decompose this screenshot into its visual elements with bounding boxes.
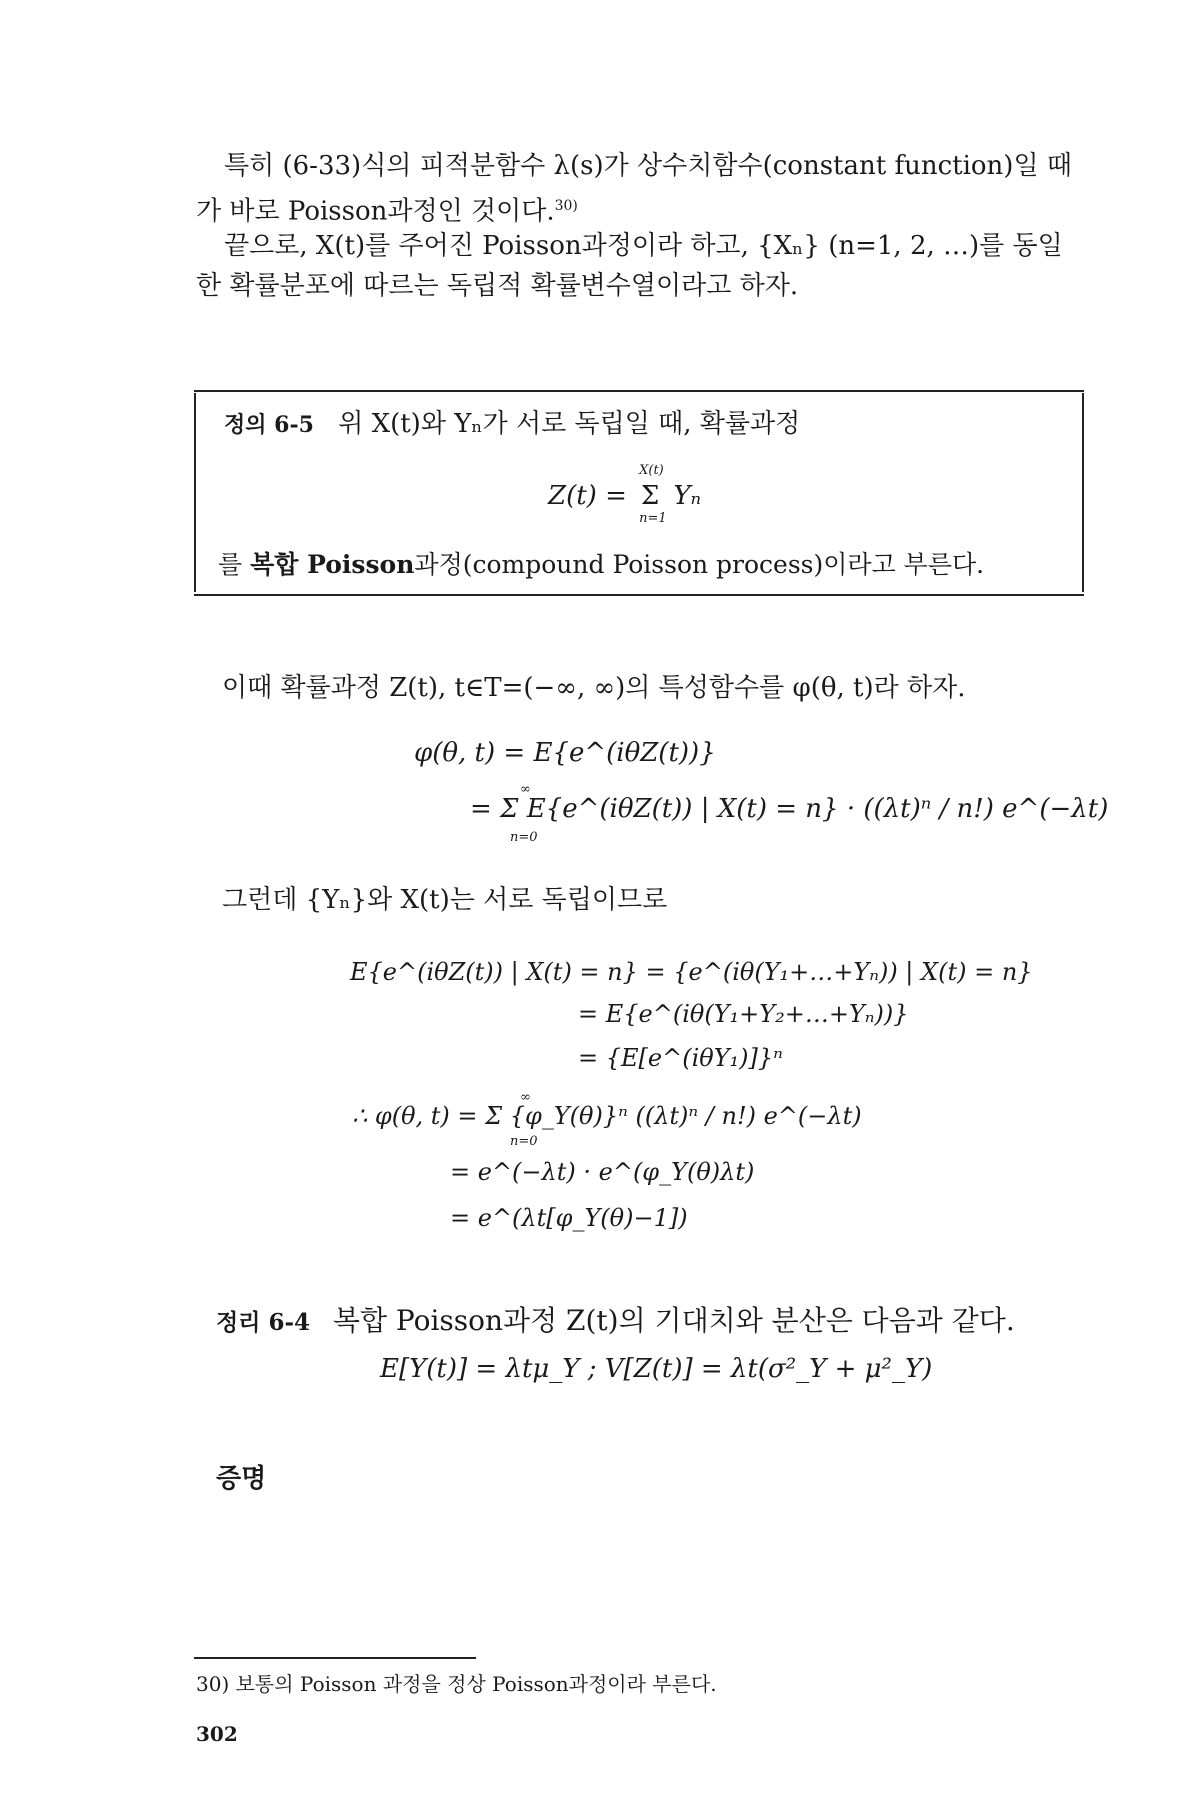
formula-rhs: Yₙ (673, 481, 702, 511)
page-number: 302 (196, 1722, 238, 1746)
sum-lower: n=1 (639, 511, 667, 526)
eq2-line-6: = e^(λt[φ_Y(θ)−1]) (450, 1204, 688, 1232)
eq1-sum-upper: ∞ (520, 782, 531, 797)
definition-heading (224, 403, 800, 440)
definition-top-rule (194, 390, 1084, 392)
sum-sign: Σ (640, 481, 660, 511)
theorem-label: 정리 6-4 (216, 1309, 310, 1336)
eq2-line-2: = E{e^(iθ(Y₁+Y₂+…+Yₙ))} (578, 1000, 909, 1028)
eq1-sum-lower: n=0 (510, 830, 538, 845)
eq2-line-4: ∴ φ(θ, t) = Σ {φ_Y(θ)}ⁿ ((λt)ⁿ / n!) e^(−λt) (352, 1102, 862, 1130)
eq1-line-2: = Σ E{e^(iθZ(t)) | X(t) = n} · ((λt)ⁿ / n!) e^(−λt) (470, 794, 1109, 824)
summation (635, 463, 667, 526)
theorem-text: 복합 Poisson과정 Z(t)의 기대치와 분산은 다음과 같다. (332, 1304, 1015, 1337)
footnote-ref[interactable]: 30) (554, 198, 578, 214)
definition-text: 위 X(t)와 Yₙ가 서로 독립일 때, 확률과정 (338, 409, 801, 439)
intro-paragraph-2: 끝으로, X(t)를 주어진 Poisson과정이라 하고, {Xₙ} (n=1, 2, …)를 동일한 확률분포에 따르는 독립적 확률변수열이라고 하자. (196, 231, 1063, 301)
footnote-rule (194, 1657, 476, 1659)
theorem-formula: E[Y(t)] = λtμ_Y ; V[Z(t)] = λt(σ²_Y + μ²_Y) (380, 1354, 933, 1384)
intro-text-1: 특히 (6-33)식의 피적분함수 λ(s)가 상수치함수(constant function)일 때가 바로 Poisson과정인 것이다. (196, 151, 1072, 227)
definition-label: 정의 6-5 (224, 412, 314, 438)
paragraph-3: 그런데 {Yₙ}와 X(t)는 서로 독립이므로 (222, 885, 668, 915)
eq2-line-3: = {E[e^(iθY₁)]}ⁿ (578, 1044, 783, 1072)
tail-post: 과정(compound Poisson process)이라고 부른다. (414, 550, 985, 579)
eq2-sum-lower: n=0 (510, 1134, 538, 1149)
proof-label: 증명 (216, 1464, 267, 1494)
definition-formula (548, 463, 702, 526)
paragraph-2: 이때 확률과정 Z(t), t∈T=(−∞, ∞)의 특성함수를 φ(θ, t)라 하자. (222, 673, 966, 703)
eq1-line-1: φ(θ, t) = E{e^(iθZ(t))} (414, 738, 716, 768)
eq2-sum-upper: ∞ (520, 1090, 531, 1105)
tail-bold: 복합 Poisson (250, 550, 415, 579)
eq2-line-1: E{e^(iθZ(t)) | X(t) = n} = {e^(iθ(Y₁+…+Yₙ)) | X(t) = n} (350, 958, 1033, 986)
formula-lhs: Z(t) = (548, 481, 627, 511)
tail-pre: 를 (218, 550, 243, 579)
definition-tail (218, 545, 984, 581)
theorem (216, 1299, 1015, 1339)
eq2-line-5: = e^(−λt) · e^(φ_Y(θ)λt) (450, 1158, 755, 1186)
sum-upper: X(t) (639, 463, 664, 478)
footnote: 30) 보통의 Poisson 과정을 정상 Poisson과정이라 부른다. (196, 1672, 717, 1696)
definition-box (194, 393, 1084, 592)
definition-bottom-rule (194, 594, 1084, 596)
intro-paragraph-1 (196, 146, 1076, 232)
